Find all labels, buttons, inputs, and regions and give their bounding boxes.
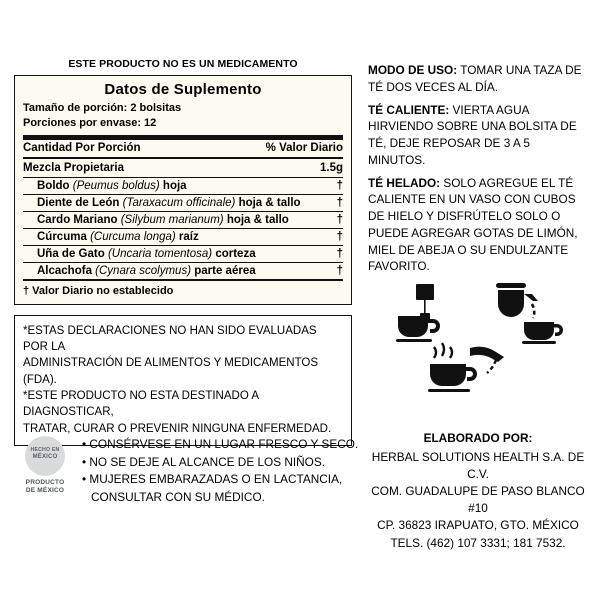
warnings-section [14, 434, 359, 507]
ingredient-text: Boldo (Peumus boldus) hoja [37, 179, 187, 192]
usage-heading-3: TÉ HELADO: [368, 175, 441, 190]
usage-text-2: VIERTA AGUA HIRVIENDO SOBRE UNA BOLSITA DE TÉ, DEJE REPOSAR DE 3 A 5 MINUTOS. [368, 102, 577, 167]
pouring-kettle-into-cup-icon [480, 282, 564, 344]
ingredient-dv: † [336, 213, 343, 226]
amount-per-serving-header [23, 140, 343, 157]
usage-block-2 [368, 102, 588, 169]
fda-disclaimer-line-2: ADMINISTRACIÓN DE ALIMENTOS Y MEDICAMENTOS (FDA). [23, 357, 319, 386]
steaming-cup-pour-icon [428, 342, 524, 400]
badge-caption [14, 479, 76, 495]
badge-line-1: HECHO EN [30, 447, 60, 453]
ingredient-dv: † [336, 264, 343, 277]
top-disclaimer: ESTE PRODUCTO NO ES UN MEDICAMENTO [68, 58, 298, 70]
manufacturer-line-1: HERBAL SOLUTIONS HEALTH S.A. DE C.V. [371, 450, 585, 482]
badge-caption-line-2: DE MÉXICO [25, 487, 65, 495]
warning-item-continued: CONSULTAR CON SU MÉDICO. [91, 490, 265, 505]
made-in-mexico-badge [14, 434, 76, 495]
ingredient-text: Cúrcuma (Curcuma longa) raíz [37, 230, 199, 243]
daily-value-footnote: † Valor Diario no establecido [23, 284, 174, 297]
ingredient-text: Uña de Gato (Uncaria tomentosa) corteza [37, 247, 256, 260]
ingredient-dv: † [336, 247, 343, 260]
badge-line-2: MÉXICO [32, 454, 58, 460]
manufacturer-line-2: COM. GUADALUPE DE PASO BLANCO #10 [371, 484, 585, 516]
manufacturer-info [360, 430, 596, 552]
serving-size: Tamaño de porción: 2 bolsitas [23, 102, 182, 114]
supplement-facts-panel [14, 75, 352, 305]
usage-block-3 [368, 175, 588, 276]
servings-per-container: Porciones por envase: 12 [23, 116, 157, 129]
teabag-in-mug-icon [390, 282, 452, 344]
ingredient-row [23, 263, 343, 279]
proprietary-blend-amount: 1.5g [319, 161, 343, 174]
usage-text-3: SOLO AGREGUE EL TÉ CALIENTE EN UN VASO CON CUBOS DE HIELO Y DISFRÚTELO SOLO O PUEDE AGREGAR GOTAS DE LIMÓN, MIEL DE ABEJA O SU ENDULZANTE FAVORITO. [368, 175, 578, 274]
ingredient-row [23, 246, 343, 262]
fda-disclaimer-line-4: TRATAR, CURAR O PREVENIR NINGUNA ENFERMEDAD. [23, 422, 332, 435]
warnings-list [76, 434, 358, 507]
manufacturer-line-4: TELS. (462) 107 3331; 181 7532. [390, 535, 566, 550]
supplement-facts-title: Datos de Suplemento [104, 81, 262, 98]
ingredient-row [23, 212, 343, 228]
ingredient-text: Cardo Mariano (Silybum marianum) hoja & tallo [37, 213, 289, 226]
preparation-icons [368, 282, 588, 402]
warning-item: • CONSÉRVESE EN UN LUGAR FRESCO Y SECO. [82, 437, 359, 451]
ingredient-dv: † [336, 179, 343, 192]
amount-per-serving-label: Cantidad Por Porción [23, 141, 141, 154]
usage-instructions [368, 62, 588, 281]
warning-item: • MUJERES EMBARAZADAS O EN LACTANCIA, [82, 472, 343, 487]
left-column [14, 58, 352, 446]
usage-heading-1: MODO DE USO: [368, 63, 458, 77]
ingredient-text: Diente de León (Taraxacum officinale) hoja & tallo [37, 196, 301, 209]
ingredient-text: Alcachofa (Cynara scolymus) parte aérea [37, 264, 256, 277]
manufacturer-line-3: CP. 36823 IRAPUATO, GTO. MÉXICO [377, 518, 579, 533]
warning-item: • NO SE DEJE AL ALCANCE DE LOS NIÑOS. [82, 454, 325, 469]
usage-block-1 [368, 62, 588, 96]
fda-disclaimer-panel [14, 315, 352, 446]
usage-text-1: TOMAR UNA TAZA DE TÉ DOS VECES AL DÍA. [368, 63, 582, 94]
ingredient-row [23, 178, 343, 194]
ingredient-row [23, 195, 343, 211]
made-in-mexico-icon [25, 436, 65, 476]
ingredient-dv: † [336, 230, 343, 243]
ingredient-dv: † [336, 196, 343, 209]
daily-value-label: % Valor Diario [265, 141, 343, 154]
usage-heading-2: TÉ CALIENTE: [368, 102, 450, 117]
badge-caption-line-1: PRODUCTO [25, 479, 65, 486]
proprietary-blend-row [23, 159, 343, 177]
manufacturer-title: ELABORADO POR: [423, 431, 533, 445]
proprietary-blend-name: Mezcla Propietaria [23, 161, 124, 174]
fda-disclaimer-line-1: *ESTAS DECLARACIONES NO HAN SIDO EVALUADAS POR LA [23, 324, 317, 354]
ingredient-row [23, 229, 343, 245]
fda-disclaimer-line-3: *ESTE PRODUCTO NO ESTA DESTINADO A DIAGNOSTICAR, [23, 390, 259, 419]
